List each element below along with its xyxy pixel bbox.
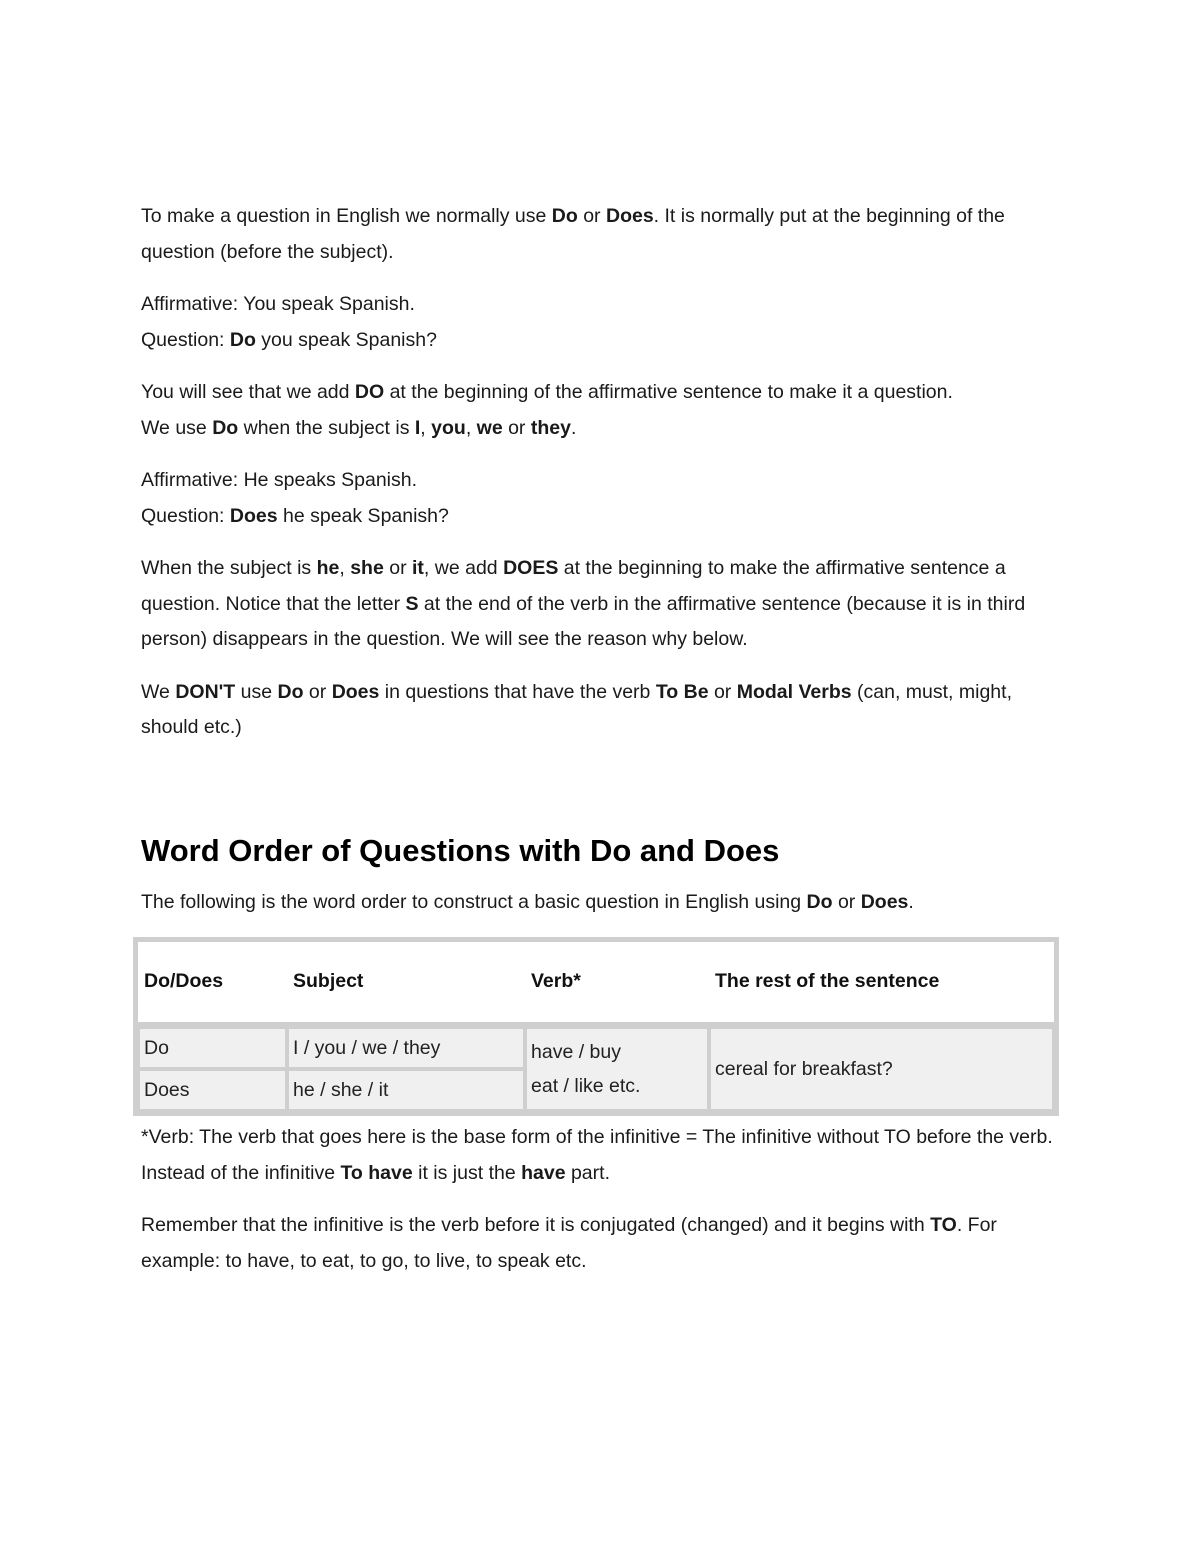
intro-paragraph: To make a question in English we normally use Do or Does. It is normally put at the beginning of the question (before the subject). <box>141 205 1005 263</box>
verb-line: eat / like etc. <box>531 1075 641 1097</box>
do-explanation: You will see that we add DO at the beginning of the affirmative sentence to make it a question. We use Do when the subject is I, you, we or they. <box>141 381 953 439</box>
section-heading: Word Order of Questions with Do and Does <box>141 832 780 868</box>
header-do-does: Do/Does <box>138 942 287 1027</box>
section-lead: The following is the word order to construct a basic question in English using Do or Does. <box>141 890 914 913</box>
does-explanation: When the subject is he, she or it, we add DOES at the beginning to make the affirmative sentence a question. Notice that the letter S at the end of the verb in the affirmative sentence (because it is in third person) disappears in the question. We will see the reason why below. <box>141 557 1026 650</box>
affirmative-sentence: Affirmative: He speaks Spanish. <box>141 469 418 491</box>
document-body <box>141 199 1061 1296</box>
word-order-table <box>133 937 1059 1116</box>
header-rest: The rest of the sentence <box>709 942 1054 1027</box>
header-subject: Subject <box>287 942 525 1027</box>
affirmative-sentence: Affirmative: You speak Spanish. <box>141 293 415 315</box>
cell-subject: he / she / it <box>287 1069 525 1111</box>
table-row <box>138 1027 1054 1069</box>
cell-subject: I / you / we / they <box>287 1027 525 1069</box>
cell-rest: cereal for breakfast? <box>709 1027 1054 1111</box>
table-header-row <box>138 942 1054 1027</box>
verb-line: have / buy <box>531 1041 621 1063</box>
example-he: Affirmative: He speaks Spanish. Question: Does he speak Spanish? <box>141 469 449 527</box>
header-verb: Verb* <box>525 942 709 1027</box>
example-you: Affirmative: You speak Spanish. Question: Do you speak Spanish? <box>141 293 437 351</box>
remember-paragraph: Remember that the infinitive is the verb before it is conjugated (changed) and it begins with TO. For example: to have, to eat, to go, to live, to speak etc. <box>141 1214 997 1272</box>
cell-auxiliary: Does <box>138 1069 287 1111</box>
cell-auxiliary: Do <box>138 1027 287 1069</box>
exceptions-paragraph: We DON'T use Do or Does in questions that have the verb To Be or Modal Verbs (can, must, might, should etc.) <box>141 680 1012 738</box>
cell-verbs <box>525 1027 709 1111</box>
verb-footnote: *Verb: The verb that goes here is the base form of the infinitive = The infinitive without TO before the verb. Instead of the infinitive To have it is just the have part. <box>141 1126 1053 1184</box>
